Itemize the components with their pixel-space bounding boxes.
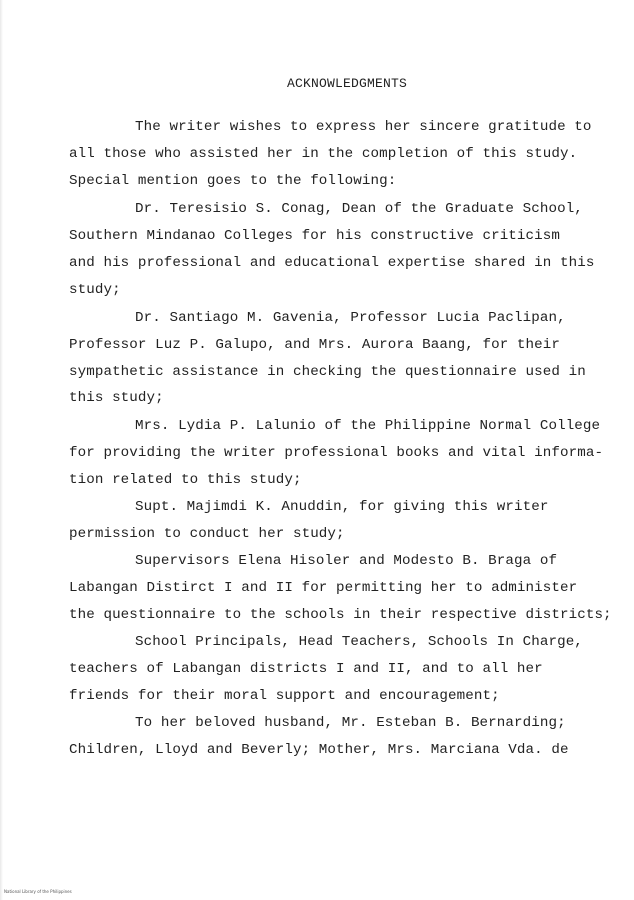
title-text: ACKNOWLEDGMENTS (286, 76, 408, 91)
text-line: friends for their moral support and encouragement; (69, 688, 500, 704)
text-line: Mrs. Lydia P. Lalunio of the Philippine Normal College (135, 418, 601, 434)
text-line: The writer wishes to express her sincere gratitude to (135, 119, 592, 135)
scan-edge (0, 0, 3, 900)
text-line: Children, Lloyd and Beverly; Mother, Mrs. Marciana Vda. de (69, 742, 569, 758)
text-line: Dr. Teresisio S. Conag, Dean of the Graduate School, (135, 201, 583, 217)
text-line: Professor Luz P. Galupo, and Mrs. Aurora Baang, for their (69, 337, 560, 353)
text-line: the questionnaire to the schools in their respective districts; (69, 607, 612, 623)
text-line: Southern Mindanao Colleges for his constructive criticism (69, 228, 560, 244)
text-line: permission to conduct her study; (69, 526, 345, 542)
text-line: tion related to this study; (69, 472, 302, 488)
page-footer: National Library of the Philippines (4, 889, 72, 894)
text-line: To her beloved husband, Mr. Esteban B. Bernarding; (135, 715, 566, 731)
text-line: Labangan Distirct I and II for permitting her to administer (69, 580, 578, 596)
text-line: Supervisors Elena Hisoler and Modesto B. Braga of (135, 553, 558, 569)
text-line: all those who assisted her in the completion of this study. (69, 146, 578, 162)
text-line: Special mention goes to the following: (69, 173, 397, 189)
page-title (0, 76, 634, 91)
text-line: Dr. Santiago M. Gavenia, Professor Lucia Paclipan, (135, 310, 566, 326)
text-line: School Principals, Head Teachers, Schools In Charge, (135, 634, 583, 650)
text-line: teachers of Labangan districts I and II, and to all her (69, 661, 543, 677)
text-line: and his professional and educational expertise shared in this (69, 255, 595, 271)
text-line: study; (69, 282, 121, 298)
text-line: for providing the writer professional books and vital informa- (69, 445, 604, 461)
text-line: this study; (69, 390, 164, 406)
text-line: sympathetic assistance in checking the questionnaire used in (69, 364, 586, 380)
text-line: Supt. Majimdi K. Anuddin, for giving this writer (135, 499, 549, 515)
